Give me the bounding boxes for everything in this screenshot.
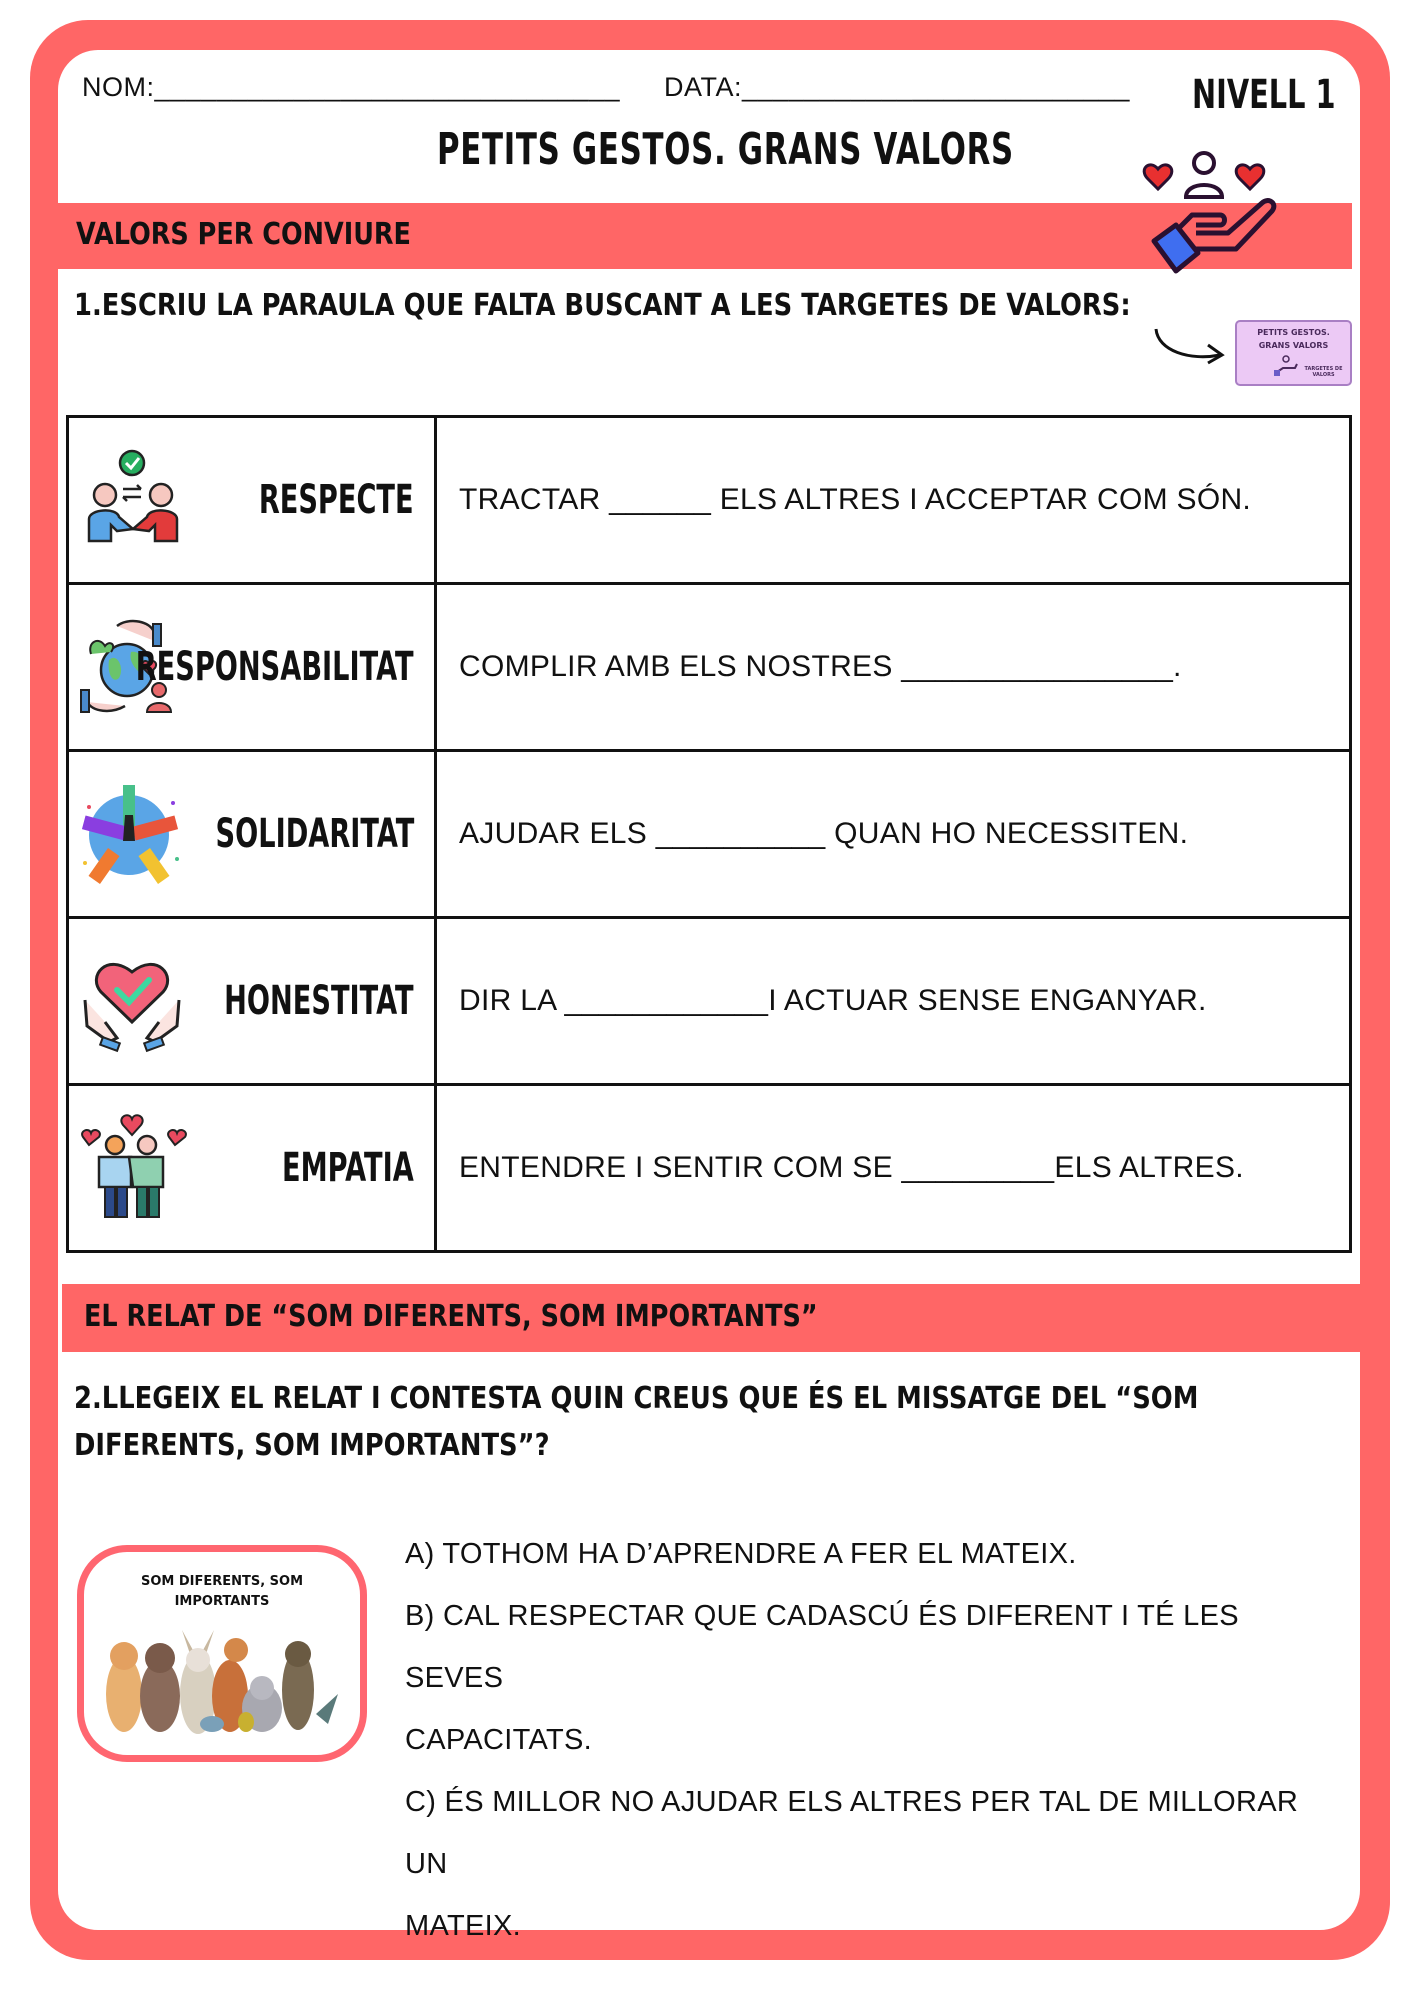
sentence-cell[interactable]	[436, 1085, 1351, 1252]
question-1: 1.ESCRIU LA PARAULA QUE FALTA BUSCANT A LES TARGETES DE VALORS:	[74, 288, 1131, 323]
curved-arrow-icon	[1150, 325, 1230, 365]
name-label: NOM:	[82, 72, 155, 102]
value-cell	[68, 1085, 436, 1252]
value-cell	[68, 918, 436, 1085]
table-row	[68, 918, 1351, 1085]
level-label: NIVELL 1	[1192, 72, 1336, 118]
joined-hands-circle-icon	[77, 779, 187, 889]
date-blank: _________________________	[742, 72, 1130, 102]
card-thumb-line1: PETITS GESTOS.	[1257, 328, 1330, 337]
value-cards-thumbnail	[1235, 320, 1352, 386]
option-b-text-line1: B) CAL RESPECTAR QUE CADASCÚ ÉS DIFERENT I TÉ LES SEVES	[405, 1600, 1239, 1694]
value-cell	[68, 417, 436, 584]
sentence-cell[interactable]	[436, 417, 1351, 584]
question-2-line1: 2.LLEGEIX EL RELAT I CONTESTA QUIN CREUS QUE ÉS EL MISSATGE DEL “SOM	[74, 1381, 1199, 1416]
hand-holding-person-hearts-icon	[1140, 145, 1280, 275]
section-band-story	[62, 1284, 1362, 1352]
value-sentence: COMPLIR AMB ELS NOSTRES ________________.	[459, 650, 1182, 683]
story-title-line2: IMPORTANTS	[174, 1594, 270, 1609]
option-c[interactable]	[405, 1771, 1335, 1957]
value-name: RESPONSABILITAT	[136, 644, 414, 690]
table-row	[68, 584, 1351, 751]
date-label: DATA:	[664, 72, 743, 102]
value-name: EMPATIA	[282, 1145, 414, 1191]
animals-group-illustration	[102, 1624, 342, 1734]
value-sentence: AJUDAR ELS __________ QUAN HO NECESSITEN.	[459, 817, 1189, 850]
name-field[interactable]	[82, 72, 620, 103]
two-people-hearts-icon	[77, 1113, 187, 1223]
card-hand-icon	[1273, 354, 1299, 378]
value-name: SOLIDARITAT	[215, 811, 414, 857]
card-thumb-line2: GRANS VALORS	[1258, 341, 1329, 350]
table-row	[68, 751, 1351, 918]
value-name: RESPECTE	[259, 477, 414, 523]
value-name: HONESTITAT	[224, 978, 414, 1024]
table-row	[68, 1085, 1351, 1252]
sentence-cell[interactable]	[436, 584, 1351, 751]
question-2-line2: DIFERENTS, SOM IMPORTANTS”?	[74, 1428, 550, 1463]
values-table	[66, 415, 1352, 1253]
value-sentence: ENTENDRE I SENTIR COM SE _________ELS ALTRES.	[459, 1151, 1244, 1184]
option-c-text-line2: MATEIX.	[405, 1910, 521, 1942]
date-field[interactable]	[664, 72, 1130, 103]
option-c-text-line1: C) ÉS MILLOR NO AJUDAR ELS ALTRES PER TAL DE MILLORAR UN	[405, 1786, 1299, 1880]
option-a[interactable]	[405, 1523, 1335, 1585]
option-b[interactable]	[405, 1585, 1335, 1771]
section-title: EL RELAT DE “SOM DIFERENTS, SOM IMPORTANTS”	[84, 1299, 818, 1334]
card-thumb-line3: TARGETES DE VALORS	[1304, 366, 1343, 378]
name-blank: ______________________________	[154, 72, 620, 102]
section-title: VALORS PER CONVIURE	[76, 217, 411, 252]
value-cell	[68, 584, 436, 751]
story-title	[84, 1572, 360, 1612]
story-card	[77, 1545, 367, 1762]
option-a-text: A) TOTHOM HA D’APRENDRE A FER EL MATEIX.	[405, 1538, 1077, 1570]
option-b-text-line2: CAPACITATS.	[405, 1724, 592, 1756]
story-title-line1: SOM DIFERENTS, SOM	[140, 1574, 304, 1589]
handshake-people-icon	[77, 445, 187, 555]
page-title: PETITS GESTOS. GRANS VALORS	[437, 124, 1014, 175]
sentence-cell[interactable]	[436, 751, 1351, 918]
value-sentence: DIR LA ____________I ACTUAR SENSE ENGANYAR.	[459, 984, 1207, 1017]
table-row	[68, 417, 1351, 584]
value-sentence: TRACTAR ______ ELS ALTRES I ACCEPTAR COM SÓN.	[459, 483, 1252, 516]
answer-options	[405, 1523, 1335, 1957]
sentence-cell[interactable]	[436, 918, 1351, 1085]
value-cell	[68, 751, 436, 918]
heart-check-hands-icon	[77, 946, 187, 1056]
